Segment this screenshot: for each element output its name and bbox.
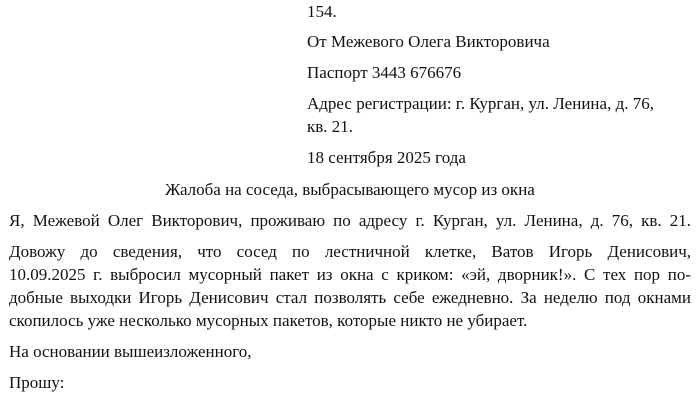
sender-name-line: От Межевого Олега Викторовича: [307, 32, 550, 51]
request-heading: Прошу:: [9, 373, 65, 392]
intro-paragraph: Я, Межевой Олег Викторович, проживаю по адресу г. Курган, ул. Ленина, д. 76, кв. 21.: [9, 211, 691, 230]
document-title: Жалоба на соседа, выбрасывающего мусор из окна: [165, 180, 535, 199]
header-top-fragment: 154.: [307, 2, 337, 21]
address-line-2: кв. 21.: [307, 117, 354, 136]
date-line: 18 сентября 2025 года: [307, 148, 466, 167]
complaint-line: скопилось уже несколько мусорных пакетов, которые никто не убирает.: [9, 311, 528, 330]
complaint-line: 10.09.2025 г. выбросил мусорный пакет из окна с криком: «эй, дворник!». С тех пор по-: [9, 265, 691, 284]
passport-line: Паспорт 3443 676676: [307, 63, 462, 82]
basis-line: На основании вышеизложенного,: [9, 342, 252, 361]
complaint-line: Довожу до сведения, что сосед по лестничной клетке, Ватов Игорь Денисович,: [9, 242, 691, 261]
address-line-1: Адрес регистрации: г. Курган, ул. Ленина, д. 76,: [307, 94, 654, 113]
complaint-line: добные выходки Игорь Денисович стал позволять себе ежедневно. За неделю под окнами: [9, 288, 691, 307]
